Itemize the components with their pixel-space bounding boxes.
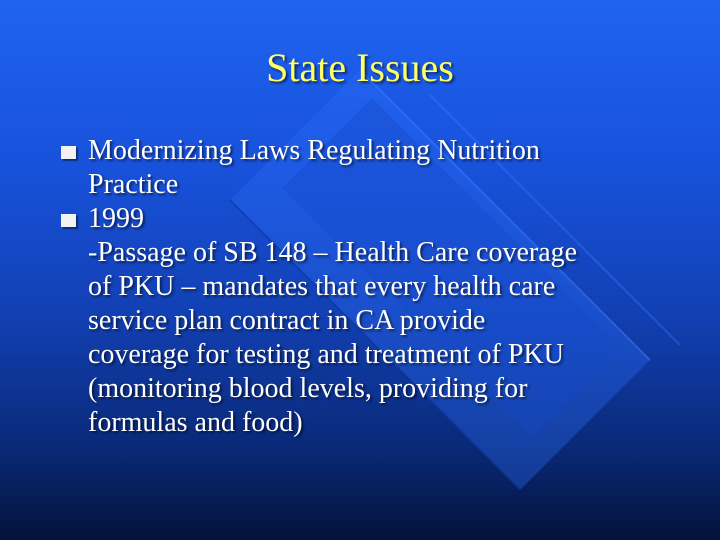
bullet-text-line: Modernizing Laws Regulating Nutrition bbox=[88, 135, 540, 166]
bullet-text-line: of PKU – mandates that every health care bbox=[88, 271, 556, 302]
bullet-text-line: service plan contract in CA provide bbox=[88, 305, 486, 336]
bullet-text-line: (monitoring blood levels, providing for bbox=[88, 373, 528, 404]
bullet-item bbox=[56, 202, 676, 440]
bullet-item bbox=[56, 134, 676, 202]
bullet-text-line: coverage for testing and treatment of PKU bbox=[88, 339, 564, 370]
bullet-text-line: 1999 bbox=[88, 203, 144, 234]
square-bullet-icon bbox=[61, 146, 76, 159]
slide-title: State Issues bbox=[266, 45, 454, 90]
square-bullet-icon bbox=[61, 214, 76, 227]
bullet-text-line: Practice bbox=[88, 169, 179, 200]
bullet-text-line: formulas and food) bbox=[88, 407, 303, 438]
bullet-list bbox=[56, 134, 676, 440]
bullet-text-line: -Passage of SB 148 – Health Care coverage bbox=[88, 237, 578, 268]
